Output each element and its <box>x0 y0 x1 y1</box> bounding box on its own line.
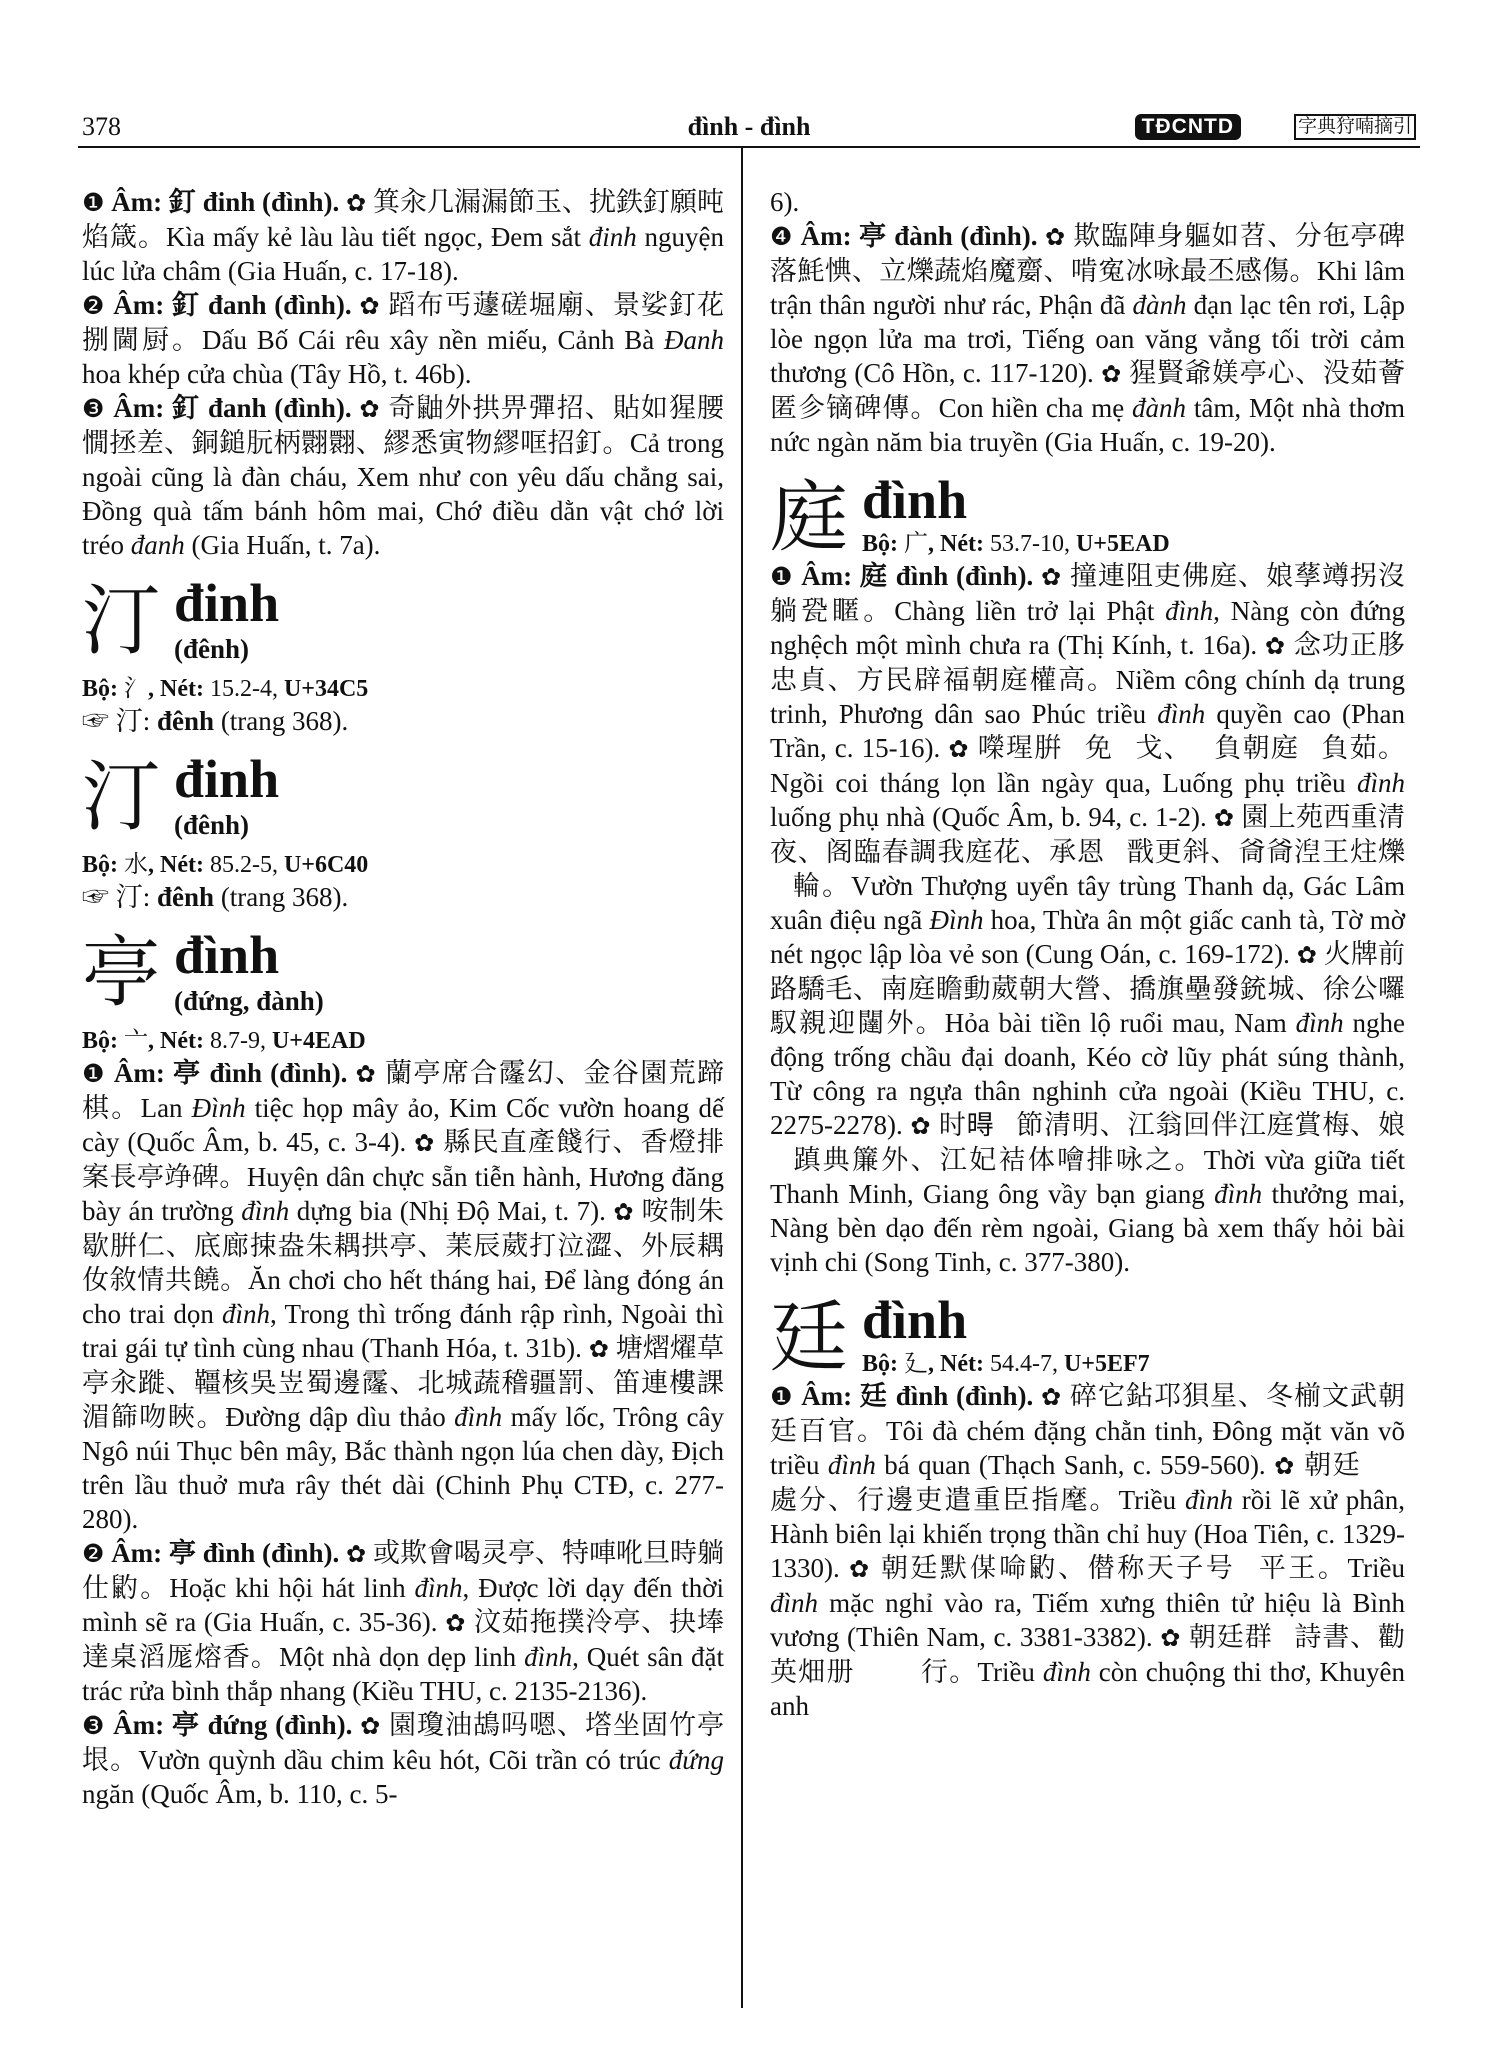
flower-icon: ✿ <box>849 1555 872 1583</box>
cross-reference: ☞ 汀: đênh (trang 368). <box>82 882 349 912</box>
reading-label: Âm: 廷 đình (đình). <box>801 1381 1034 1411</box>
flower-icon: ✿ <box>1213 804 1235 832</box>
meaning-block: ❶ Âm: 庭 đình (đình). ✿ 撞連阻吏佛庭、娘孶竴拐沒躺㼦䁥。Chàng liền trở lại Phật đình, Nàng còn đứng nghệch một mình chưa ra (Thị Kính, t. 16a). ✿ 念功正䏧忠貞、方民辟福朝庭權高。Niềm công chính dạ trung trinh, Phương dân sao Phúc triều đình quyền cao (Phan Trần, c. 15-16). ✿ 㘇瑆腁𡙐免𤐝戈、𥪝負朝庭𥪝負茹。Ngồi coi tháng lọn lần ngày qua, Luống phụ triều đình luống phụ nhà (Quốc Âm, b. 94, c. 1-2). ✿ 園上苑西重清夜、阁臨春調我庭花、承恩𠓨戬更斜、㸗㸗湼王炷爍𥵛輪。Vườn Thượng uyển tây trùng Thanh dạ, Gác Lâm xuân điệu ngã Đình hoa, Thừa ân một giấc canh tà, Tờ mờ nét ngọc lập lòa vẻ son (Cung Oán, c. 169-172). ✿ 火牌前路驕毛、南庭瞻動葳朝大營、撟旗壘發銃城、徐公囉馭親迎闥外。Hỏa bài tiền lộ ruổi mau, Nam đình nghe động trống chầu đại doanh, Kéo cờ lũy phát súng thành, Từ công ra ngựa thân nghinh cửa ngoài (Kiều THU, c. 2275-2278). ✿ 时𣈜𡗶節清明、江翁回伴江庭賞梅、娘𠁑蹎典簾外、江妃袺体噲排咏之。Thời vừa giữa tiết Thanh Minh, Giang ông vầy bạn giang đình thưởng mai, Nàng bèn dạo đến rèm ngoài, Giang bà xem thấy hỏi bài vịnh chi (Song Tinh, c. 377-380). <box>770 561 1406 1277</box>
radical-line: Bộ: 亠, Nét: 8.7-9, U+4EAD <box>82 1028 366 1054</box>
flower-icon: ✿ <box>1044 223 1066 251</box>
reading-label: Âm: 釘 đanh (đình). <box>113 290 352 320</box>
flower-icon: ✿ <box>613 1198 635 1226</box>
han-nom-quote: 奇鼬外拱畀彈招、貼如猩腰憪拯差、銅鎚朊柄翾翾、繆悉寅物繆哐招釘。 <box>82 393 725 458</box>
number-marker: ❶ <box>82 188 105 217</box>
flower-icon: ✿ <box>588 1335 609 1363</box>
han-nom-quote: 或欺會喝灵亭、特唓吪旦時躺仕䶂。 <box>82 1538 725 1603</box>
entry-header <box>82 574 724 674</box>
radical-line: Bộ: 水, Nét: 85.2-5, U+6C40 <box>82 852 369 878</box>
headword: đình <box>174 925 280 985</box>
han-nom-quote: 縣民直產餞行、香燈排案長亭竫碑。 <box>82 1127 725 1192</box>
alt-reading: (đênh) <box>174 810 250 840</box>
han-nom-quote: 碎它鉆邛狽星、冬椾文武朝廷百官。 <box>770 1381 1406 1446</box>
han-nom-quote: 咹制朱歇腁仁、底廊捒盎朱耦拱亭、䒹辰葳打泣澀、外辰耦㚢敘情共饒。 <box>82 1196 725 1295</box>
flower-icon: ✿ <box>1041 1383 1063 1411</box>
running-title: đình - đình <box>687 112 811 141</box>
flower-icon: ✿ <box>414 1129 436 1157</box>
headword: đình <box>862 470 968 530</box>
han-nom-quote: 撞連阻吏佛庭、娘孶竴拐沒躺㼦䁥。 <box>770 561 1406 626</box>
flower-icon: ✿ <box>346 189 367 217</box>
number-marker: ❹ <box>770 222 794 251</box>
reading-label: Âm: 亭 đình (đình). <box>111 1538 340 1568</box>
han-nom-quote: 㘇瑆腁𡙐免𤐝戈、𥪝負朝庭𥪝負茹。 <box>977 733 1405 763</box>
radical-line: Bộ: 氵, Nét: 15.2-4, U+34C5 <box>82 676 369 702</box>
number-marker: ❶ <box>770 562 794 591</box>
reading-label: Âm: 亭 đành (đình). <box>800 221 1038 251</box>
han-nom-quote: 塘熠燿草亭汆蹝、韁核吳岦蜀邊霳、北城蔬稽疆罰、笛連樓課湄篩吻䀹。 <box>82 1333 725 1432</box>
flower-icon: ✿ <box>948 735 970 763</box>
meaning-block: ❶ Âm: 廷 đình (đình). ✿ 碎它鉆邛狽星、冬椾文武朝廷百官。Tôi đà chém đặng chằn tinh, Đông mặt văn võ triều đình bá quan (Thạch Sanh, c. 559-560). ✿ 朝廷𦀊𠀧處分、行邊吏遣重臣指麾。Triều đình rồi lẽ xử phân, Hành biên lại khiến trọng thần chỉ huy (Hoa Tiên, c. 1329-1330). ✿ 朝廷默𠋦𠵴䶂、僣称天子号𠱋平王。Triều đình mặc nghỉ vào ra, Tiếm xưng thiên tử hiệu là Bình vương (Thiên Nam, c. 3381-3382). ✿ 朝廷群𪝬詩書、勸英畑册𠬠𦝄𢖽行。Triều đình còn chuộng thi thơ, Khuyên anh <box>770 1381 1406 1721</box>
flower-icon: ✿ <box>1296 941 1317 969</box>
flower-icon: ✿ <box>346 1540 367 1568</box>
header-rule <box>78 146 1420 148</box>
meaning-block: ❶ Âm: 亭 đình (đình). ✿ 蘭亭席合霳幻、金谷園荒蹄棋。Lan Đình tiệc họp mây ảo, Kim Cốc vườn hoang dế cày (Quốc Âm, b. 45, c. 3-4). ✿ 縣民直產餞行、香燈排案長亭竫碑。Huyện dân chực sẵn tiễn hành, Hương đăng bày án trường đình dựng bia (Nhị Độ Mai, t. 7). ✿ 咹制朱歇腁仁、底廊捒盎朱耦拱亭、䒹辰葳打泣澀、外辰耦㚢敘情共饒。Ăn chơi cho hết tháng hai, Để làng đóng án cho trai dọn đình, Trong thì trống đánh rập rình, Ngoài thì trai gái tự tình cùng nhau (Thanh Hóa, t. 31b). ✿ 塘熠燿草亭汆蹝、韁核吳岦蜀邊霳、北城蔬稽疆罰、笛連樓課湄篩吻䀹。Đường dập dìu thảo đình mấy lốc, Trông cây Ngô núi Thục bên mây, Bắc thành ngọn lúa chen dày, Địch trên lầu thuở mưa rây thét dài (Chinh Phụ CTĐ, c. 277-280). <box>82 1058 725 1534</box>
han-nom-quote: 園瓊油鴣吗嗯、㙮坐固竹亭垠。 <box>82 1710 725 1775</box>
headword-char: 廷 <box>770 1294 849 1381</box>
headword: đình <box>862 1290 968 1350</box>
meaning-block: ❸ Âm: 亭 đứng (đình). ✿ 園瓊油鴣吗嗯、㙮坐固竹亭垠。Vườn quỳnh dầu chim kêu hót, Cõi trần có trúc đứng ngăn (Quốc Âm, b. 110, c. 5- <box>82 1710 725 1809</box>
flower-icon: ✿ <box>445 1609 467 1637</box>
headword-char: 汀 <box>82 753 161 840</box>
han-nom-quote: 时𣈜𡗶節清明、江翁回伴江庭賞梅、娘𠁑蹎典簾外、江妃袺体噲排咏之。 <box>770 1110 1405 1175</box>
han-nom-quote: 欺臨陣身軀如苕、分㐌亭碑落魹㥏、立爍蔬焰魔䶒、啃寃冰咏最丕感傷。 <box>770 221 1406 286</box>
number-marker: ❸ <box>82 394 106 423</box>
flower-icon: ✿ <box>359 395 381 423</box>
meaning-block: ❷ Âm: 釘 đanh (đình). ✿ 蹈布丐蘧磋堀廟、景娑釘花捌閫厨。Dấu Bố Cái rêu xây nền miếu, Cảnh Bà Đanh hoa khép cửa chùa (Tây Hồ, t. 46b). <box>82 290 725 389</box>
han-nom-quote: 汶茹拖撲泠亭、抉埲達桌滔厖熔香。 <box>82 1607 725 1672</box>
han-nom-quote: 蘭亭席合霳幻、金谷園荒蹄棋。 <box>82 1058 725 1123</box>
flower-icon: ✿ <box>1041 563 1063 591</box>
publisher-logo: TĐCNTD <box>1135 114 1241 140</box>
number-marker: ❷ <box>82 1539 105 1568</box>
han-nom-quote: 蹈布丐蘧磋堀廟、景娑釘花捌閫厨。 <box>82 290 725 355</box>
reading-label: Âm: 亭 đứng (đình). <box>113 1710 353 1740</box>
number-marker: ❶ <box>770 1382 794 1411</box>
left-column <box>82 185 724 1811</box>
flower-icon: ✿ <box>360 1712 382 1740</box>
han-nom-quote: 猩賢爺媄亭心、没茹薈匿㐱镝碑傳。 <box>770 358 1405 423</box>
cross-reference: ☞ 汀: đênh (trang 368). <box>82 706 349 736</box>
radical-line: Bộ: 廴, Nét: 54.4-7, U+5EF7 <box>862 1351 1150 1377</box>
han-nom-quote: 朝廷𦀊𠀧處分、行邊吏遣重臣指麾。 <box>770 1450 1406 1515</box>
meaning-block: ❶ Âm: 釘 đinh (đình). ✿ 箕汆几漏漏節玉、扰鉄釘願旽焰箴。Kìa mấy kẻ làu làu tiết ngọc, Đem sắt đinh nguyện lúc lửa châm (Gia Huấn, c. 17-18). <box>82 187 725 286</box>
reading-label: Âm: 庭 đình (đình). <box>801 561 1034 591</box>
headword-char: 庭 <box>770 474 849 561</box>
reading-label: Âm: 釘 đinh (đình). <box>111 187 340 217</box>
reading-label: Âm: 釘 đanh (đình). <box>113 393 352 423</box>
right-column <box>770 185 1405 1723</box>
reading-label: Âm: 亭 đình (đình). <box>113 1058 348 1088</box>
han-nom-quote: 園上苑西重清夜、阁臨春調我庭花、承恩𠓨戬更斜、㸗㸗湼王炷爍𥵛輪。 <box>770 802 1406 901</box>
page-number: 378 <box>82 112 121 141</box>
page-header <box>82 112 1416 146</box>
han-nom-quote: 念功正䏧忠貞、方民辟福朝庭權高。 <box>770 630 1406 695</box>
seal-logo: 字典狩喃摘引 <box>1294 114 1416 140</box>
meaning-block: ❹ Âm: 亭 đành (đình). ✿ 欺臨陣身軀如苕、分㐌亭碑落魹㥏、立爍蔬焰魔䶒、啃寃冰咏最丕感傷。Khi lâm trận thân người như rác, Phận đã đành đạn lạc tên rơi, Lập lòe ngọn lửa ma trơi, Tiếng oan văng vẳng tối trời cảm thương (Cô Hồn, c. 117-120). ✿ 猩賢爺媄亭心、没茹薈匿㐱镝碑傳。Con hiền cha mẹ đành tâm, Một nhà thơm nức ngàn năm bia truyền (Gia Huấn, c. 19-20). <box>770 221 1406 457</box>
number-marker: ❸ <box>82 1711 106 1740</box>
flower-icon: ✿ <box>355 1060 377 1088</box>
number-marker: ❶ <box>82 1059 106 1088</box>
flower-icon: ✿ <box>1101 360 1122 388</box>
continued-text: 6). <box>770 187 800 217</box>
alt-reading: (đênh) <box>174 634 250 664</box>
meaning-block: ❸ Âm: 釘 đanh (đình). ✿ 奇鼬外拱畀彈招、貼如猩腰憪拯差、銅鎚朊柄翾翾、繆悉寅物繆哐招釘。Cả trong ngoài cũng là đàn cháu, Xem như con yêu dấu chẳng sai, Đồng quà tấm bánh hôm mai, Chớ điều dằn vật chớ lời tréo đanh (Gia Huấn, t. 7a). <box>82 393 725 560</box>
headword-char: 亭 <box>82 929 161 1016</box>
entry-header <box>82 750 724 850</box>
headword: đinh <box>174 749 280 809</box>
flower-icon: ✿ <box>1160 1624 1182 1652</box>
alt-reading: (đứng, đành) <box>174 986 324 1016</box>
han-nom-quote: 朝廷群𪝬詩書、勸英畑册𠬠𦝄𢖽行。 <box>770 1622 1406 1687</box>
entry-header <box>770 1291 1405 1379</box>
han-nom-quote: 朝廷默𠋦𠵴䶂、僣称天子号𠱋平王。 <box>880 1553 1348 1583</box>
number-marker: ❷ <box>82 291 106 320</box>
column-divider <box>741 148 743 2008</box>
headword: đinh <box>174 573 280 633</box>
headword-char: 汀 <box>82 577 161 664</box>
meaning-block: ❷ Âm: 亭 đình (đình). ✿ 或欺會喝灵亭、特唓吪旦時躺仕䶂。Hoặc khi hội hát linh đình, Được lời dạy đến thời mình sẽ ra (Gia Huấn, c. 35-36). ✿ 汶茹拖撲泠亭、抉埲達桌滔厖熔香。Một nhà dọn dẹp linh đình, Quét sân đặt trác rửa bình thắp nhang (Kiều THU, c. 2135-2136). <box>82 1538 725 1706</box>
han-nom-quote: 火牌前路驕毛、南庭瞻動葳朝大營、撟旗壘發銃城、徐公囉馭親迎闥外。 <box>770 939 1406 1038</box>
flower-icon: ✿ <box>910 1112 932 1140</box>
entry-header <box>770 471 1405 559</box>
flower-icon: ✿ <box>1274 1452 1296 1480</box>
radical-line: Bộ: 广, Nét: 53.7-10, U+5EAD <box>862 531 1170 557</box>
entry-header <box>82 926 724 1026</box>
flower-icon: ✿ <box>359 292 381 320</box>
flower-icon: ✿ <box>1264 632 1287 660</box>
han-nom-quote: 箕汆几漏漏節玉、扰鉄釘願旽焰箴。 <box>82 187 725 252</box>
